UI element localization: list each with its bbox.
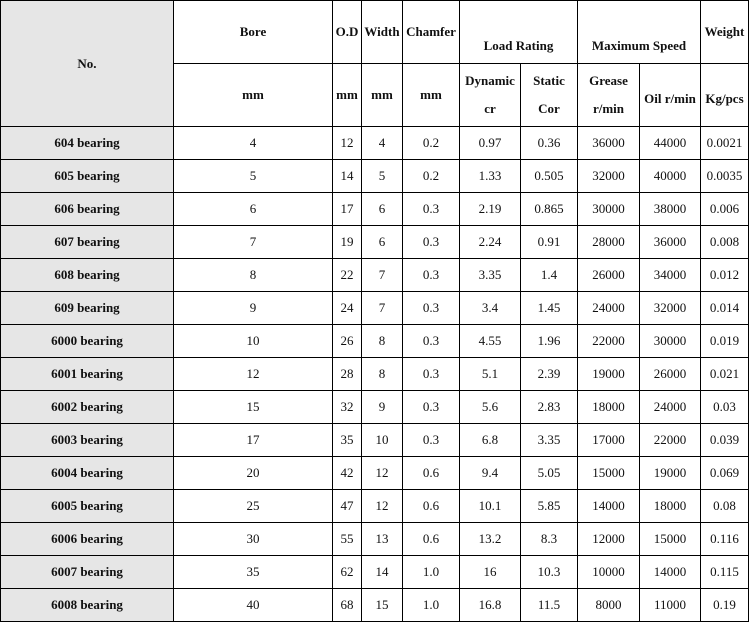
static-load-cell: 1.45 [521, 292, 578, 325]
static-load-cell: 8.3 [521, 523, 578, 556]
bearing-number-cell: 6000 bearing [1, 325, 174, 358]
od-cell: 42 [333, 457, 362, 490]
oil-speed-cell: 30000 [640, 325, 701, 358]
weight-cell: 0.012 [701, 259, 749, 292]
width-cell: 12 [362, 457, 403, 490]
width-cell: 9 [362, 391, 403, 424]
grease-unit: r/min [592, 101, 625, 116]
oil-speed-cell: 15000 [640, 523, 701, 556]
bearing-number-cell: 6005 bearing [1, 490, 174, 523]
bearing-number-cell: 6006 bearing [1, 523, 174, 556]
width-unit: mm [362, 64, 403, 127]
dynamic-label: Dynamic [465, 73, 515, 88]
od-cell: 68 [333, 589, 362, 622]
width-cell: 4 [362, 127, 403, 160]
dynamic-load-cell: 5.6 [460, 391, 521, 424]
grease-speed-cell: 26000 [578, 259, 640, 292]
dynamic-load-cell: 0.97 [460, 127, 521, 160]
static-load-cell: 0.91 [521, 226, 578, 259]
width-cell: 15 [362, 589, 403, 622]
oil-speed-cell: 22000 [640, 424, 701, 457]
weight-cell: 0.115 [701, 556, 749, 589]
width-cell: 12 [362, 490, 403, 523]
weight-cell: 0.039 [701, 424, 749, 457]
od-cell: 55 [333, 523, 362, 556]
chamfer-cell: 0.3 [403, 259, 460, 292]
grease-speed-cell: 32000 [578, 160, 640, 193]
load-rating-header: Load Rating [460, 1, 578, 64]
od-unit: mm [333, 64, 362, 127]
static-load-cell: 0.865 [521, 193, 578, 226]
chamfer-cell: 0.6 [403, 490, 460, 523]
oil-speed-cell: 24000 [640, 391, 701, 424]
dynamic-header [460, 64, 521, 127]
dynamic-unit: cr [484, 101, 496, 116]
oil-speed-cell: 36000 [640, 226, 701, 259]
bore-cell: 9 [174, 292, 333, 325]
static-unit: Cor [538, 101, 560, 116]
bore-cell: 20 [174, 457, 333, 490]
oil-speed-cell: 44000 [640, 127, 701, 160]
dynamic-load-cell: 9.4 [460, 457, 521, 490]
grease-speed-cell: 19000 [578, 358, 640, 391]
grease-speed-cell: 12000 [578, 523, 640, 556]
chamfer-cell: 0.3 [403, 424, 460, 457]
static-load-cell: 0.36 [521, 127, 578, 160]
chamfer-cell: 0.3 [403, 325, 460, 358]
table-row [1, 490, 749, 523]
od-cell: 47 [333, 490, 362, 523]
bore-cell: 7 [174, 226, 333, 259]
bearing-number-cell: 6008 bearing [1, 589, 174, 622]
bore-cell: 15 [174, 391, 333, 424]
table-row [1, 226, 749, 259]
chamfer-cell: 0.2 [403, 127, 460, 160]
chamfer-cell: 0.6 [403, 457, 460, 490]
table-row [1, 193, 749, 226]
table-row [1, 424, 749, 457]
chamfer-cell: 0.3 [403, 193, 460, 226]
dynamic-load-cell: 10.1 [460, 490, 521, 523]
bore-unit: mm [174, 64, 333, 127]
od-cell: 62 [333, 556, 362, 589]
chamfer-cell: 0.6 [403, 523, 460, 556]
width-cell: 8 [362, 358, 403, 391]
chamfer-cell: 0.3 [403, 358, 460, 391]
dynamic-load-cell: 5.1 [460, 358, 521, 391]
weight-cell: 0.014 [701, 292, 749, 325]
chamfer-unit: mm [403, 64, 460, 127]
bearing-number-cell: 6004 bearing [1, 457, 174, 490]
oil-header: Oil r/min [640, 64, 701, 127]
bore-cell: 10 [174, 325, 333, 358]
chamfer-cell: 1.0 [403, 556, 460, 589]
weight-header: Weight [701, 1, 749, 64]
grease-header [578, 64, 640, 127]
weight-cell: 0.116 [701, 523, 749, 556]
bearing-number-cell: 6007 bearing [1, 556, 174, 589]
weight-cell: 0.08 [701, 490, 749, 523]
static-load-cell: 2.39 [521, 358, 578, 391]
bore-cell: 25 [174, 490, 333, 523]
bore-cell: 40 [174, 589, 333, 622]
table-row [1, 457, 749, 490]
chamfer-cell: 1.0 [403, 589, 460, 622]
width-header: Width [362, 1, 403, 64]
static-load-cell: 2.83 [521, 391, 578, 424]
grease-label: Grease [589, 73, 628, 88]
oil-speed-cell: 14000 [640, 556, 701, 589]
width-cell: 7 [362, 259, 403, 292]
grease-speed-cell: 28000 [578, 226, 640, 259]
static-load-cell: 10.3 [521, 556, 578, 589]
od-cell: 32 [333, 391, 362, 424]
weight-cell: 0.021 [701, 358, 749, 391]
dynamic-load-cell: 16 [460, 556, 521, 589]
weight-cell: 0.03 [701, 391, 749, 424]
grease-speed-cell: 36000 [578, 127, 640, 160]
weight-cell: 0.0021 [701, 127, 749, 160]
od-cell: 14 [333, 160, 362, 193]
static-header [521, 64, 578, 127]
bearing-number-cell: 6001 bearing [1, 358, 174, 391]
table-row [1, 589, 749, 622]
maximum-speed-header: Maximum Speed [578, 1, 701, 64]
bore-header: Bore [174, 1, 333, 64]
od-cell: 19 [333, 226, 362, 259]
od-cell: 26 [333, 325, 362, 358]
dynamic-load-cell: 16.8 [460, 589, 521, 622]
bearing-number-cell: 6002 bearing [1, 391, 174, 424]
bore-cell: 17 [174, 424, 333, 457]
oil-speed-cell: 38000 [640, 193, 701, 226]
bearing-number-cell: 609 bearing [1, 292, 174, 325]
weight-cell: 0.0035 [701, 160, 749, 193]
grease-speed-cell: 8000 [578, 589, 640, 622]
od-cell: 28 [333, 358, 362, 391]
chamfer-cell: 0.3 [403, 292, 460, 325]
bore-cell: 35 [174, 556, 333, 589]
width-cell: 7 [362, 292, 403, 325]
static-load-cell: 3.35 [521, 424, 578, 457]
bore-cell: 5 [174, 160, 333, 193]
width-cell: 6 [362, 193, 403, 226]
bore-cell: 12 [174, 358, 333, 391]
oil-speed-cell: 40000 [640, 160, 701, 193]
table-row [1, 259, 749, 292]
dynamic-load-cell: 3.4 [460, 292, 521, 325]
width-cell: 6 [362, 226, 403, 259]
static-load-cell: 0.505 [521, 160, 578, 193]
static-load-cell: 11.5 [521, 589, 578, 622]
chamfer-cell: 0.3 [403, 391, 460, 424]
table-row [1, 325, 749, 358]
oil-speed-cell: 26000 [640, 358, 701, 391]
table-row [1, 556, 749, 589]
table-header [1, 1, 749, 127]
header-row-top [1, 1, 749, 64]
weight-unit: Kg/pcs [701, 64, 749, 127]
dynamic-load-cell: 2.19 [460, 193, 521, 226]
chamfer-header: Chamfer [403, 1, 460, 64]
bearing-number-cell: 6003 bearing [1, 424, 174, 457]
bearing-number-cell: 606 bearing [1, 193, 174, 226]
weight-cell: 0.19 [701, 589, 749, 622]
dynamic-load-cell: 6.8 [460, 424, 521, 457]
dynamic-load-cell: 1.33 [460, 160, 521, 193]
table-row [1, 523, 749, 556]
dynamic-load-cell: 13.2 [460, 523, 521, 556]
grease-speed-cell: 10000 [578, 556, 640, 589]
od-header: O.D [333, 1, 362, 64]
bore-cell: 8 [174, 259, 333, 292]
od-cell: 22 [333, 259, 362, 292]
grease-speed-cell: 24000 [578, 292, 640, 325]
bearing-number-cell: 607 bearing [1, 226, 174, 259]
table-row [1, 160, 749, 193]
dynamic-load-cell: 4.55 [460, 325, 521, 358]
table-row [1, 358, 749, 391]
grease-speed-cell: 22000 [578, 325, 640, 358]
static-label: Static [533, 73, 565, 88]
dynamic-load-cell: 3.35 [460, 259, 521, 292]
weight-cell: 0.019 [701, 325, 749, 358]
oil-speed-cell: 11000 [640, 589, 701, 622]
oil-speed-cell: 18000 [640, 490, 701, 523]
weight-cell: 0.008 [701, 226, 749, 259]
no-header: No. [1, 1, 174, 127]
static-load-cell: 1.4 [521, 259, 578, 292]
od-cell: 12 [333, 127, 362, 160]
grease-speed-cell: 15000 [578, 457, 640, 490]
table-row [1, 127, 749, 160]
od-cell: 17 [333, 193, 362, 226]
table-body [1, 127, 749, 622]
width-cell: 5 [362, 160, 403, 193]
width-cell: 8 [362, 325, 403, 358]
weight-cell: 0.006 [701, 193, 749, 226]
bore-cell: 6 [174, 193, 333, 226]
width-cell: 14 [362, 556, 403, 589]
bearing-number-cell: 604 bearing [1, 127, 174, 160]
bore-cell: 30 [174, 523, 333, 556]
bearing-number-cell: 605 bearing [1, 160, 174, 193]
grease-speed-cell: 30000 [578, 193, 640, 226]
od-cell: 35 [333, 424, 362, 457]
od-cell: 24 [333, 292, 362, 325]
dynamic-load-cell: 2.24 [460, 226, 521, 259]
oil-speed-cell: 34000 [640, 259, 701, 292]
static-load-cell: 5.85 [521, 490, 578, 523]
table-row [1, 292, 749, 325]
oil-speed-cell: 32000 [640, 292, 701, 325]
grease-speed-cell: 18000 [578, 391, 640, 424]
oil-speed-cell: 19000 [640, 457, 701, 490]
table-row [1, 391, 749, 424]
bearing-number-cell: 608 bearing [1, 259, 174, 292]
chamfer-cell: 0.2 [403, 160, 460, 193]
grease-speed-cell: 14000 [578, 490, 640, 523]
grease-speed-cell: 17000 [578, 424, 640, 457]
static-load-cell: 1.96 [521, 325, 578, 358]
static-load-cell: 5.05 [521, 457, 578, 490]
bore-cell: 4 [174, 127, 333, 160]
width-cell: 10 [362, 424, 403, 457]
chamfer-cell: 0.3 [403, 226, 460, 259]
weight-cell: 0.069 [701, 457, 749, 490]
width-cell: 13 [362, 523, 403, 556]
